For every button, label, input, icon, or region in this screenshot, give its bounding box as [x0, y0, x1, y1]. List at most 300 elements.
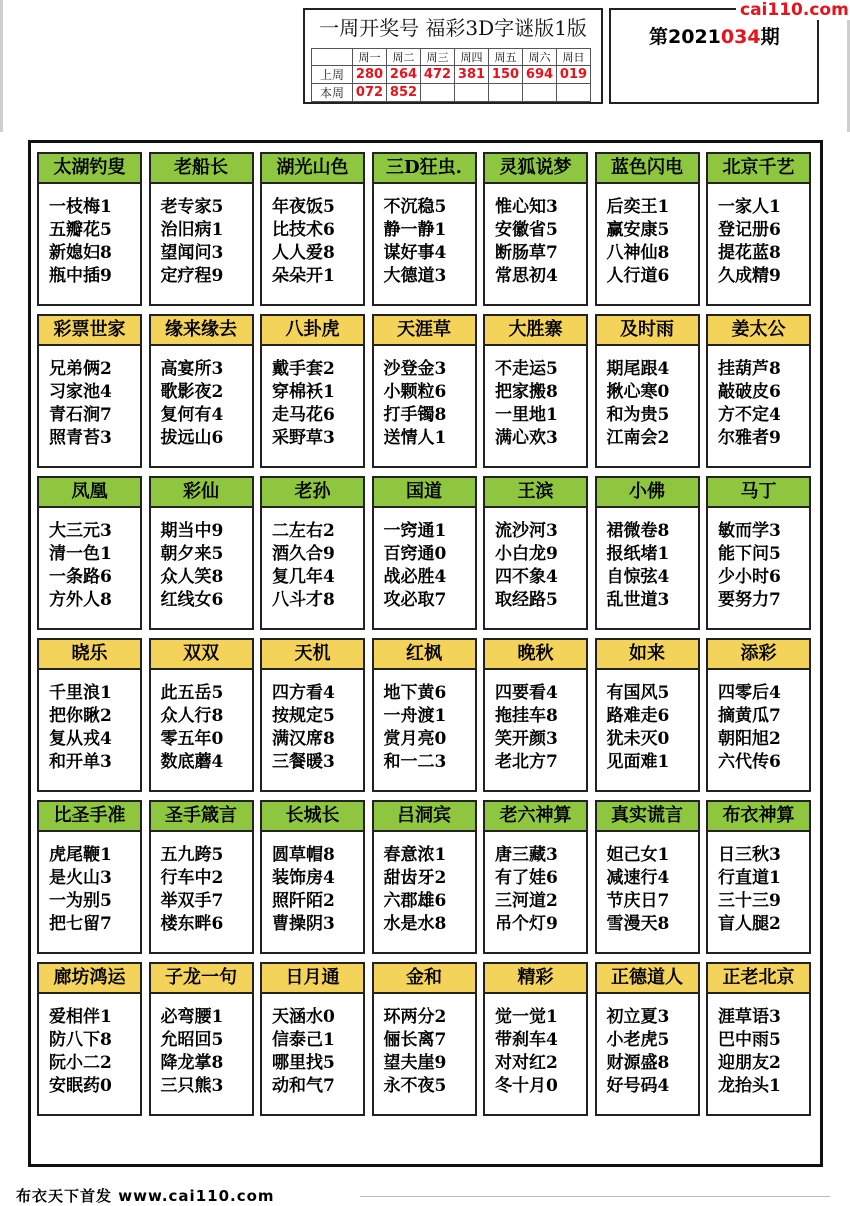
riddle-line: 小老虎5	[606, 1030, 670, 1050]
panel-author: 湖光山色	[262, 154, 363, 184]
riddle-line: 带刹车4	[495, 1030, 558, 1050]
riddle-line: 唐三藏3	[495, 845, 558, 865]
riddle-line: 六代传6	[718, 752, 781, 772]
day-cell: 周日	[557, 49, 591, 66]
panel-author: 日月通	[262, 964, 363, 994]
riddle-line: 摘黄瓜7	[718, 706, 781, 726]
riddle-line: 和为贵5	[606, 405, 670, 425]
panel-author: 国道	[374, 478, 475, 508]
panel-author: 子龙一句	[151, 964, 252, 994]
panel-author: 凤凰	[39, 478, 140, 508]
riddle-line: 乱世道3	[606, 590, 670, 610]
panel-body	[39, 670, 140, 774]
riddle-line: 和开单3	[49, 752, 112, 772]
riddle-panel	[595, 314, 700, 468]
riddle-line: 一家人1	[718, 197, 781, 217]
riddle-line: 兄弟俩2	[49, 359, 112, 379]
day-cell: 周一	[353, 49, 387, 66]
riddle-line: 动和气7	[272, 1076, 335, 1096]
riddle-line: 初立夏3	[606, 1007, 670, 1027]
panel-author: 如来	[597, 640, 698, 670]
draw-number	[557, 84, 591, 102]
riddle-line: 降龙掌8	[160, 1053, 224, 1073]
riddle-line: 拔远山6	[160, 428, 224, 448]
riddle-line: 四要看4	[495, 683, 558, 703]
panel-author: 天涯草	[374, 316, 475, 346]
panel-author: 精彩	[485, 964, 586, 994]
riddle-line: 登记册6	[718, 220, 781, 240]
riddle-line: 照阡陌2	[272, 891, 335, 911]
riddle-line: 是火山3	[49, 868, 112, 888]
riddle-line: 和一二3	[383, 752, 447, 772]
riddle-line: 犹未灭0	[606, 729, 670, 749]
riddle-line: 朝夕来5	[160, 544, 224, 564]
panel-author: 八卦虎	[262, 316, 363, 346]
riddle-panel	[483, 962, 588, 1116]
riddle-line: 治旧病1	[160, 220, 224, 240]
riddle-line: 好号码4	[606, 1076, 670, 1096]
panel-author: 蓝色闪电	[597, 154, 698, 184]
riddle-line: 众人笑8	[160, 567, 224, 587]
riddle-panel	[706, 638, 811, 792]
panel-body	[374, 508, 475, 612]
riddle-line: 防八下8	[49, 1030, 112, 1050]
panel-author: 正德道人	[597, 964, 698, 994]
issue-suffix: 期	[760, 26, 780, 48]
riddle-line: 觉一觉1	[495, 1007, 558, 1027]
riddle-line: 有国风5	[606, 683, 670, 703]
riddle-line: 日三秋3	[718, 845, 781, 865]
riddle-line: 巴中雨5	[718, 1030, 781, 1050]
riddle-line: 戴手套2	[272, 359, 335, 379]
panel-body	[374, 346, 475, 450]
panel-body	[597, 508, 698, 612]
riddle-line: 歌影夜2	[160, 382, 224, 402]
panel-body	[597, 184, 698, 288]
riddle-line: 楼东畔6	[160, 914, 224, 934]
panel-body	[39, 832, 140, 936]
riddle-line: 打手镯8	[383, 405, 447, 425]
riddle-panel	[595, 800, 700, 954]
riddle-line: 零五年0	[160, 729, 224, 749]
panel-body	[708, 670, 809, 774]
riddle-line: 四零后4	[718, 683, 781, 703]
riddle-line: 环两分2	[383, 1007, 447, 1027]
riddle-panel	[595, 962, 700, 1116]
riddle-line: 一窍通1	[383, 521, 447, 541]
panel-body	[597, 346, 698, 450]
riddle-line: 冬十月0	[495, 1076, 558, 1096]
riddle-line: 一条路6	[49, 567, 112, 587]
panel-body	[39, 346, 140, 450]
riddle-line: 一舟渡1	[383, 706, 447, 726]
riddle-line: 望夫崖9	[383, 1053, 447, 1073]
riddle-panel	[260, 638, 365, 792]
riddle-line: 青石涧7	[49, 405, 112, 425]
riddle-panel	[372, 314, 477, 468]
riddle-panel	[372, 152, 477, 306]
panel-body	[151, 508, 252, 612]
panel-body	[708, 508, 809, 612]
footer-divider	[360, 1196, 830, 1197]
weekly-draw-box	[303, 8, 603, 104]
riddle-line: 年夜饭5	[272, 197, 335, 217]
riddle-panel	[37, 962, 142, 1116]
riddle-line: 吊个灯9	[495, 914, 558, 934]
panel-body	[485, 832, 586, 936]
riddle-line: 圆草帽8	[272, 845, 335, 865]
panel-body	[708, 994, 809, 1098]
riddle-line: 安徽省5	[495, 220, 558, 240]
left-margin-rule	[0, 0, 3, 132]
riddle-panel	[149, 638, 254, 792]
panel-author: 金和	[374, 964, 475, 994]
riddle-line: 一里地1	[495, 405, 558, 425]
riddle-panel	[260, 962, 365, 1116]
riddle-line: 地下黄6	[383, 683, 447, 703]
riddle-line: 方外人8	[49, 590, 112, 610]
panel-author: 大胜寨	[485, 316, 586, 346]
panel-author: 比圣手准	[39, 802, 140, 832]
panel-author: 真实谎言	[597, 802, 698, 832]
riddle-line: 四方看4	[272, 683, 335, 703]
riddle-line: 数底蘑4	[160, 752, 224, 772]
draw-number	[523, 84, 557, 102]
panel-author: 圣手箴言	[151, 802, 252, 832]
site-tag[interactable]: cai110.com	[736, 0, 850, 20]
day-cell: 周六	[523, 49, 557, 66]
riddle-line: 瓶中插9	[49, 266, 112, 286]
riddle-line: 挂葫芦8	[718, 359, 781, 379]
panel-body	[262, 832, 363, 936]
draw-number	[489, 84, 523, 102]
riddle-line: 允昭回5	[160, 1030, 224, 1050]
riddle-line: 穿棉袄1	[272, 382, 335, 402]
riddle-line: 对对红2	[495, 1053, 558, 1073]
draw-number: 019	[557, 66, 591, 84]
riddle-panel	[595, 638, 700, 792]
panel-body	[597, 832, 698, 936]
riddle-line: 拖挂车8	[495, 706, 558, 726]
riddle-panel	[595, 152, 700, 306]
day-cell: 周四	[455, 49, 489, 66]
riddle-line: 此五岳5	[160, 683, 224, 703]
riddle-panel	[37, 476, 142, 630]
riddle-line: 小颗粒6	[383, 382, 447, 402]
panel-author: 王滨	[485, 478, 586, 508]
riddle-panel	[149, 476, 254, 630]
riddle-line: 减速行4	[606, 868, 670, 888]
riddle-line: 人行道6	[606, 266, 670, 286]
riddle-panel	[37, 152, 142, 306]
riddle-line: 揪心寒0	[606, 382, 670, 402]
riddle-line: 俪长离7	[383, 1030, 447, 1050]
riddle-line: 虎尾鞭1	[49, 845, 112, 865]
draw-number	[421, 84, 455, 102]
riddle-panel	[37, 638, 142, 792]
riddle-line: 妲己女1	[606, 845, 670, 865]
riddle-line: 不沉稳5	[383, 197, 447, 217]
panel-author: 晓乐	[39, 640, 140, 670]
this-week-label: 本周	[312, 84, 353, 102]
riddle-panel	[372, 962, 477, 1116]
riddle-line: 红线女6	[160, 590, 224, 610]
riddle-line: 水是水8	[383, 914, 447, 934]
riddle-line: 必弯腰1	[160, 1007, 224, 1027]
draw-number: 694	[523, 66, 557, 84]
panel-body	[597, 994, 698, 1098]
last-week-label: 上周	[312, 66, 353, 84]
riddle-line: 盲人腿2	[718, 914, 781, 934]
riddle-line: 新媳妇8	[49, 243, 112, 263]
riddle-line: 信泰己1	[272, 1030, 335, 1050]
riddle-panel	[149, 962, 254, 1116]
riddle-line: 久成精9	[718, 266, 781, 286]
panel-author: 小佛	[597, 478, 698, 508]
riddle-line: 复几年4	[272, 567, 335, 587]
riddle-line: 断肠草7	[495, 243, 558, 263]
panel-author: 廊坊鸿运	[39, 964, 140, 994]
riddle-panel	[706, 962, 811, 1116]
riddle-line: 按规定5	[272, 706, 335, 726]
riddle-panel	[706, 800, 811, 954]
corner-cell	[312, 49, 353, 66]
riddle-line: 行直道1	[718, 868, 781, 888]
riddle-line: 甜齿牙2	[383, 868, 447, 888]
riddle-panel	[149, 314, 254, 468]
page-title: 一周开奖号 福彩3D字谜版1版	[319, 16, 587, 40]
issue-prefix: 第2021	[649, 26, 721, 48]
riddle-line: 战必胜4	[383, 567, 447, 587]
riddle-panel	[483, 638, 588, 792]
day-cell: 周五	[489, 49, 523, 66]
riddle-line: 提花蓝8	[718, 243, 781, 263]
panel-author: 晚秋	[485, 640, 586, 670]
riddle-line: 复从戎4	[49, 729, 112, 749]
panel-author: 正老北京	[708, 964, 809, 994]
panel-author: 吕洞宾	[374, 802, 475, 832]
panel-body	[485, 508, 586, 612]
riddle-panel	[483, 476, 588, 630]
riddle-line: 谋好事4	[383, 243, 447, 263]
riddle-line: 满心欢3	[495, 428, 558, 448]
panel-body	[39, 508, 140, 612]
riddle-line: 送情人1	[383, 428, 447, 448]
riddle-line: 路难走6	[606, 706, 670, 726]
riddle-line: 江南会2	[606, 428, 670, 448]
riddle-line: 四不象4	[495, 567, 558, 587]
riddle-line: 比技术6	[272, 220, 335, 240]
riddle-line: 哪里找5	[272, 1053, 335, 1073]
riddle-line: 自惊弦4	[606, 567, 670, 587]
riddle-line: 静一静1	[383, 220, 447, 240]
riddle-line: 见面难1	[606, 752, 670, 772]
panel-body	[262, 184, 363, 288]
riddle-line: 装饰房4	[272, 868, 335, 888]
riddle-line: 众人行8	[160, 706, 224, 726]
riddle-panel	[260, 476, 365, 630]
riddle-panel	[595, 476, 700, 630]
riddle-line: 方不定4	[718, 405, 781, 425]
riddle-panel	[37, 314, 142, 468]
panel-body	[597, 670, 698, 774]
riddle-line: 走马花6	[272, 405, 335, 425]
panel-body	[708, 346, 809, 450]
riddle-line: 雪漫天8	[606, 914, 670, 934]
riddle-line: 照青苔3	[49, 428, 112, 448]
panel-body	[485, 994, 586, 1098]
panel-body	[708, 184, 809, 288]
riddle-panel	[372, 476, 477, 630]
panel-body	[485, 184, 586, 288]
panel-body	[151, 670, 252, 774]
riddle-panel	[483, 800, 588, 954]
riddle-line: 高宴所3	[160, 359, 224, 379]
panel-author: 老孙	[262, 478, 363, 508]
riddle-line: 把你瞅2	[49, 706, 112, 726]
riddle-line: 赏月亮0	[383, 729, 447, 749]
riddle-panel	[149, 152, 254, 306]
riddle-line: 行车中2	[160, 868, 224, 888]
riddle-panel	[260, 314, 365, 468]
riddle-line: 后奕王1	[606, 197, 670, 217]
riddle-line: 迎朋友2	[718, 1053, 781, 1073]
riddle-line: 举双手7	[160, 891, 224, 911]
panel-author: 双双	[151, 640, 252, 670]
panel-author: 添彩	[708, 640, 809, 670]
riddle-line: 一枝梅1	[49, 197, 112, 217]
riddle-panel	[260, 152, 365, 306]
riddle-line: 沙登金3	[383, 359, 447, 379]
panel-body	[151, 832, 252, 936]
panel-body	[374, 832, 475, 936]
panel-body	[151, 346, 252, 450]
draw-number: 264	[387, 66, 421, 84]
riddle-line: 永不夜5	[383, 1076, 447, 1096]
panel-body	[151, 994, 252, 1098]
riddle-panel	[483, 314, 588, 468]
riddle-line: 节庆日7	[606, 891, 670, 911]
panel-body	[262, 346, 363, 450]
day-cell: 周二	[387, 49, 421, 66]
panel-author: 姜太公	[708, 316, 809, 346]
riddle-line: 爱相伴1	[49, 1007, 112, 1027]
riddle-line: 定疗程9	[160, 266, 224, 286]
riddle-line: 裙微卷8	[606, 521, 670, 541]
riddle-line: 八神仙8	[606, 243, 670, 263]
week-days-row	[312, 49, 591, 66]
riddle-line: 要努力7	[718, 590, 781, 610]
panel-body	[262, 670, 363, 774]
riddle-line: 满汉席8	[272, 729, 335, 749]
panel-author: 彩票世家	[39, 316, 140, 346]
panel-body	[151, 184, 252, 288]
panel-author: 天机	[262, 640, 363, 670]
riddle-panel	[706, 476, 811, 630]
draw-number	[455, 84, 489, 102]
draw-number: 280	[353, 66, 387, 84]
draw-number: 381	[455, 66, 489, 84]
panel-author: 红枫	[374, 640, 475, 670]
riddle-panel	[260, 800, 365, 954]
panel-body	[39, 994, 140, 1098]
panel-author: 老六神算	[485, 802, 586, 832]
riddle-line: 曹操阴3	[272, 914, 335, 934]
riddle-line: 望闻问3	[160, 243, 224, 263]
panel-body	[374, 994, 475, 1098]
riddle-line: 流沙河3	[495, 521, 558, 541]
riddle-line: 老专家5	[160, 197, 224, 217]
panel-author: 缘来缘去	[151, 316, 252, 346]
riddle-line: 笑开颜3	[495, 729, 558, 749]
riddle-line: 不走运5	[495, 359, 558, 379]
panel-author: 彩仙	[151, 478, 252, 508]
riddle-panel	[706, 314, 811, 468]
riddle-line: 常思初4	[495, 266, 558, 286]
riddle-panel	[372, 800, 477, 954]
footer-source: 布衣天下首发 www.cai110.com	[16, 1187, 275, 1205]
panel-author: 长城长	[262, 802, 363, 832]
riddle-line: 惟心知3	[495, 197, 558, 217]
riddle-panel	[372, 638, 477, 792]
panel-body	[708, 832, 809, 936]
riddle-line: 财源盛8	[606, 1053, 670, 1073]
riddle-line: 把家搬8	[495, 382, 558, 402]
draw-number: 472	[421, 66, 455, 84]
riddle-line: 有了娃6	[495, 868, 558, 888]
riddle-line: 少小时6	[718, 567, 781, 587]
panel-body	[485, 670, 586, 774]
riddle-line: 阮小二2	[49, 1053, 112, 1073]
riddle-line: 敲破皮6	[718, 382, 781, 402]
riddle-panel	[37, 800, 142, 954]
panel-body	[485, 346, 586, 450]
draw-number: 852	[387, 84, 421, 102]
panel-author: 太湖钓叟	[39, 154, 140, 184]
riddle-line: 敏而学3	[718, 521, 781, 541]
riddle-line: 龙抬头1	[718, 1076, 781, 1096]
panel-body	[262, 994, 363, 1098]
panel-author: 灵狐说梦	[485, 154, 586, 184]
last-week-row	[312, 66, 591, 84]
riddle-line: 小白龙9	[495, 544, 558, 564]
riddle-line: 采野草3	[272, 428, 335, 448]
riddle-line: 八斗才8	[272, 590, 335, 610]
riddle-line: 二左右2	[272, 521, 335, 541]
riddle-line: 安眠药0	[49, 1076, 112, 1096]
riddle-line: 攻必取7	[383, 590, 447, 610]
riddle-line: 百窍通0	[383, 544, 447, 564]
panel-author: 布衣神算	[708, 802, 809, 832]
riddle-line: 把七留7	[49, 914, 112, 934]
draw-number: 150	[489, 66, 523, 84]
panel-author: 马丁	[708, 478, 809, 508]
riddle-line: 取经路5	[495, 590, 558, 610]
riddle-line: 朝阳旭2	[718, 729, 781, 749]
riddle-line: 能下问5	[718, 544, 781, 564]
riddle-line: 尔雅者9	[718, 428, 781, 448]
issue-label	[649, 22, 780, 49]
weekly-draw-table	[311, 48, 591, 102]
riddle-line: 三餐暖3	[272, 752, 335, 772]
riddle-line: 朵朵开1	[272, 266, 335, 286]
riddle-line: 清一色1	[49, 544, 112, 564]
riddle-panel	[483, 152, 588, 306]
riddle-line: 老北方7	[495, 752, 558, 772]
riddle-grid	[28, 140, 823, 1167]
riddle-line: 五九跨5	[160, 845, 224, 865]
riddle-line: 千里浪1	[49, 683, 112, 703]
